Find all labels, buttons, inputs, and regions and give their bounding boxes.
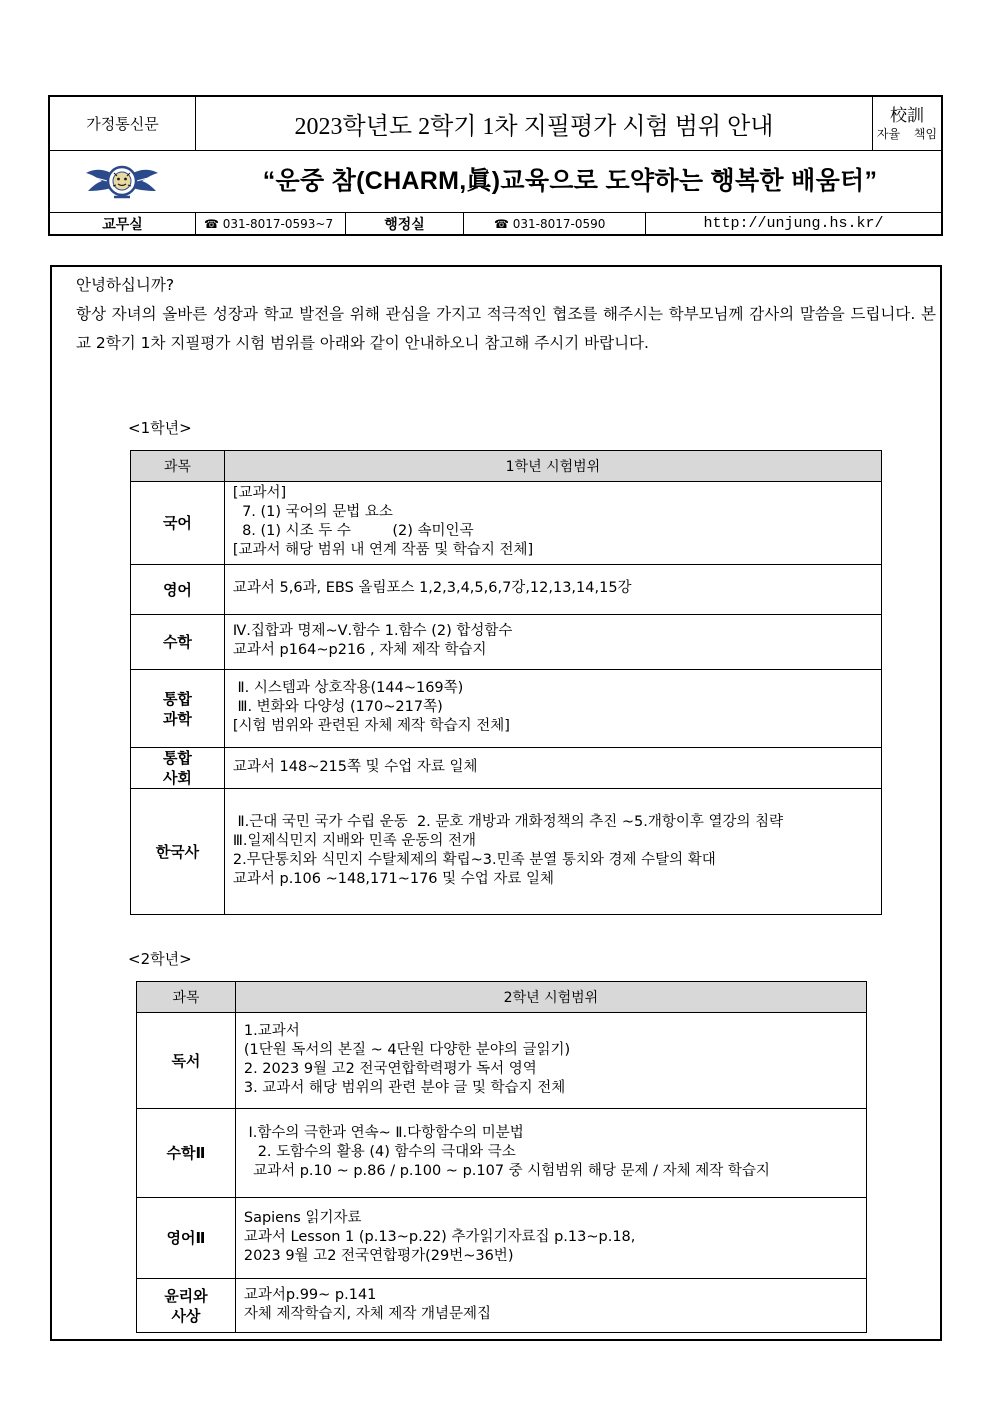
range-line: 교과서 5,6과, EBS 올림포스 1,2,3,4,5,6,7강,12,13,14,15강 <box>232 580 632 596</box>
subject-column-header: 과목 <box>131 451 225 482</box>
subject-name: 과학 <box>162 709 192 728</box>
subject-name: 영어 <box>162 580 192 599</box>
range-cell <box>224 482 881 565</box>
range-line: Ⅲ. 변화와 다양성 (170~217쪽) <box>232 699 443 715</box>
table-row <box>131 565 882 615</box>
subject-cell <box>137 1109 236 1198</box>
range-line: [교과서 해당 범위 내 연계 작품 및 학습지 전체] <box>232 542 534 558</box>
range-line: Ⅱ. 시스템과 상호작용(144~169쪽) <box>232 680 464 696</box>
range-line: 교과서 148~215쪽 및 수업 자료 일체 <box>232 758 478 775</box>
letterhead-title-row <box>50 97 941 151</box>
range-line: Ⅳ.집합과 명제~Ⅴ.함수 1.함수 (2) 합성함수 <box>232 623 513 639</box>
subject-cell <box>131 482 225 565</box>
range-cell <box>224 670 881 748</box>
range-cell <box>224 789 881 915</box>
admin-office-phone: ☎ 031-8017-0590 <box>463 213 645 234</box>
subject-name: 독서 <box>171 1051 201 1070</box>
range-line: Ⅰ.함수의 극한과 연속~ Ⅱ.다항함수의 미분법 <box>243 1124 524 1141</box>
range-line: 8. (1) 시조 두 수 (2) 속미인곡 <box>232 523 474 539</box>
subject-name: 영어Ⅱ <box>166 1229 206 1247</box>
subject-cell <box>131 670 225 748</box>
letterhead-slogan-row <box>50 151 941 213</box>
greeting: 안녕하십니까? <box>76 276 175 294</box>
school-slogan: “운중 참(CHARM,眞)교육으로 도약하는 행복한 배움터” <box>262 167 878 195</box>
table-row <box>137 1013 867 1109</box>
table-row <box>131 482 882 565</box>
table-header-row <box>137 982 867 1013</box>
table-row <box>131 615 882 670</box>
range-line: 교과서 p.106 ~148,171~176 및 수업 자료 일체 <box>232 870 555 887</box>
table-row <box>131 748 882 789</box>
range-column-header: 2학년 시험범위 <box>235 982 866 1013</box>
range-cell <box>235 1198 866 1279</box>
range-cell <box>224 615 881 670</box>
range-line: [교과서] <box>232 485 287 501</box>
grade1-exam-range-table <box>130 450 882 915</box>
range-line: Sapiens 읽기자료 <box>243 1209 362 1226</box>
range-line: 3. 교과서 해당 범위의 관련 분야 글 및 학습지 전체 <box>243 1079 566 1096</box>
subject-cell <box>137 1198 236 1279</box>
range-line: 교과서 p.10 ~ p.86 / p.100 ~ p.107 중 시험범위 해당 문제 / 자체 제작 학습지 <box>243 1162 770 1179</box>
subject-cell <box>137 1279 236 1333</box>
range-cell <box>235 1013 866 1109</box>
academic-office-label: 교무실 <box>102 216 143 233</box>
subject-name: 통합 <box>162 749 192 767</box>
subject-name: 수학 <box>162 633 192 651</box>
subject-name: 윤리와 <box>164 1286 208 1305</box>
newsletter-label: 가정통신문 <box>86 115 159 133</box>
range-cell <box>235 1109 866 1198</box>
range-line: 교과서 p164~p216 , 자체 제작 학습지 <box>232 642 487 658</box>
subject-column-header: 과목 <box>137 982 236 1013</box>
range-line: 2. 도함수의 활용 (4) 함수의 극대와 극소 <box>243 1143 516 1160</box>
subject-name: 사회 <box>162 769 192 787</box>
range-line: 교과서 Lesson 1 (p.13~p.22) 추가읽기자료집 p.13~p.18, <box>243 1228 636 1245</box>
school-website-link[interactable]: http://unjung.hs.kr/ <box>645 213 941 234</box>
grade1-label: <1학년> <box>128 419 192 437</box>
table-header-row <box>131 451 882 482</box>
range-line: (1단원 독서의 본질 ~ 4단원 다양한 분야의 글읽기) <box>243 1041 571 1058</box>
intro-paragraph: 항상 자녀의 올바른 성장과 학교 발전을 위해 관심을 가지고 적극적인 협조를 해주시는 학부모님께 감사의 말씀을 드립니다. 본교 2학기 1차 지필평가 시험 범위를 아래와 같이 안내하오니 참고해 주시기 바랍니다. <box>76 305 936 352</box>
document-title: 2023학년도 2학기 1차 지필평가 시험 범위 안내 <box>195 97 872 150</box>
school-motto <box>872 97 941 150</box>
table-row <box>131 789 882 915</box>
range-line: 2. 2023 9월 고2 전국연합학력평가 독서 영역 <box>243 1060 537 1077</box>
table-row <box>137 1198 867 1279</box>
school-motto-words: 자율 책임 <box>876 126 938 141</box>
subject-cell <box>131 615 225 670</box>
subject-name: 통합 <box>162 689 192 708</box>
subject-name: 수학Ⅱ <box>166 1144 206 1162</box>
range-line: 2023 9월 고2 전국연합평가(29번~36번) <box>243 1247 514 1264</box>
range-line: Ⅲ.일제식민지 지배와 민족 운동의 전개 <box>232 832 477 849</box>
school-motto-title: 校訓 <box>890 105 924 126</box>
range-line: Ⅱ.근대 국민 국가 수립 운동 2. 문호 개방과 개화정책의 추진 ~5.개항이후 열강의 침략 <box>232 813 784 830</box>
table-row <box>137 1109 867 1198</box>
subject-name: 국어 <box>162 514 192 532</box>
table-row <box>137 1279 867 1333</box>
contact-row <box>50 213 941 234</box>
range-cell <box>224 565 881 615</box>
school-emblem-icon <box>84 159 160 203</box>
admin-office-label: 행정실 <box>345 213 463 234</box>
subject-cell <box>131 789 225 915</box>
range-line: 1.교과서 <box>243 1022 300 1039</box>
range-cell <box>235 1279 866 1333</box>
range-line: 교과서p.99~ p.141 <box>243 1286 377 1303</box>
range-column-header: 1학년 시험범위 <box>224 451 881 482</box>
grade2-exam-range-table <box>136 981 867 1333</box>
subject-name: 한국사 <box>155 842 200 861</box>
academic-office-phone: ☎ 031-8017-0593~7 <box>195 213 345 234</box>
letterhead <box>48 95 943 236</box>
range-line: 자체 제작학습지, 자체 제작 개념문제집 <box>243 1305 492 1322</box>
subject-name: 사상 <box>171 1306 201 1325</box>
range-line: 7. (1) 국어의 문법 요소 <box>232 504 393 520</box>
range-line: 2.무단통치와 식민지 수탈체제의 확립~3.민족 분열 통치와 경제 수탈의 확대 <box>232 851 716 868</box>
intro-text <box>56 271 936 358</box>
subject-cell <box>131 565 225 615</box>
grade2-label: <2학년> <box>128 950 192 968</box>
subject-cell <box>131 748 225 789</box>
subject-cell <box>137 1013 236 1109</box>
table-row <box>131 670 882 748</box>
range-line: [시험 범위와 관련된 자체 제작 학습지 전체] <box>232 718 510 734</box>
letter-body-frame <box>50 265 942 1341</box>
range-cell <box>224 748 881 789</box>
